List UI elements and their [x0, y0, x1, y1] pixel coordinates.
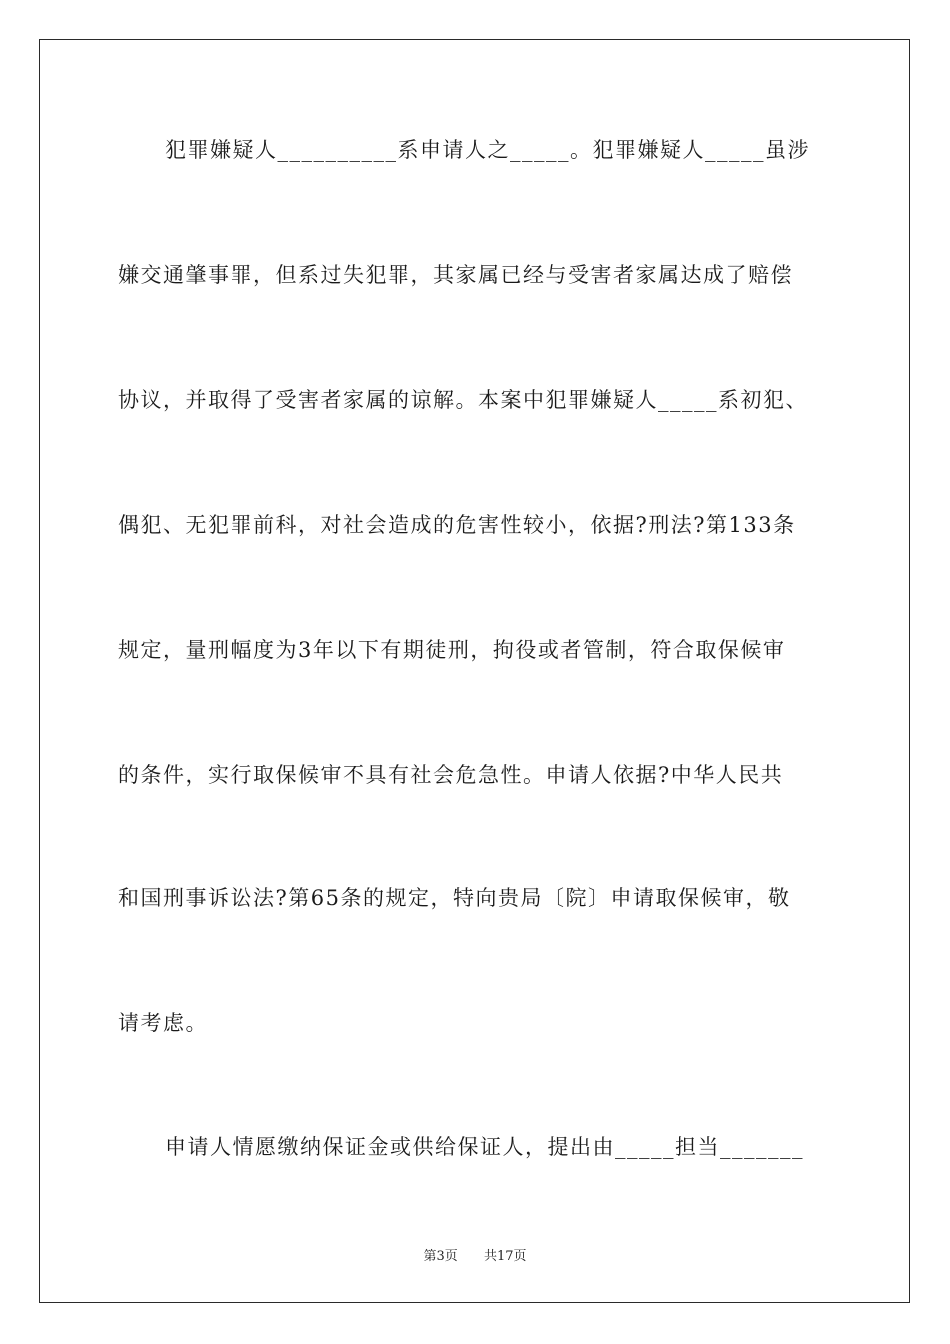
paragraph-line: 规定，量刑幅度为3年以下有期徒刑，拘役或者管制，符合取保候审	[118, 638, 786, 662]
page-number: 第3页	[423, 1249, 458, 1264]
page-border	[39, 39, 910, 1303]
paragraph-line: 请考虑。	[118, 1011, 208, 1035]
paragraph-line: 的条件，实行取保候审不具有社会危急性。申请人依据?中华人民共	[118, 763, 784, 787]
paragraph-line: 偶犯、无犯罪前科，对社会造成的危害性较小，依据?刑法?第133条	[118, 513, 796, 537]
total-pages: 共17页	[484, 1249, 527, 1264]
paragraph-line: 嫌交通肇事罪，但系过失犯罪，其家属已经与受害者家属达成了赔偿	[118, 263, 793, 287]
page-footer	[0, 1248, 950, 1266]
paragraph-line: 协议，并取得了受害者家属的谅解。本案中犯罪嫌疑人_____系初犯、	[118, 388, 808, 412]
paragraph-line: 犯罪嫌疑人__________系申请人之_____。犯罪嫌疑人_____虽涉	[165, 138, 810, 162]
paragraph-line: 和国刑事诉讼法?第65条的规定，特向贵局〔院〕申请取保候审，敬	[118, 886, 791, 910]
paragraph-line: 申请人情愿缴纳保证金或供给保证人，提出由_____担当_______	[165, 1135, 804, 1159]
